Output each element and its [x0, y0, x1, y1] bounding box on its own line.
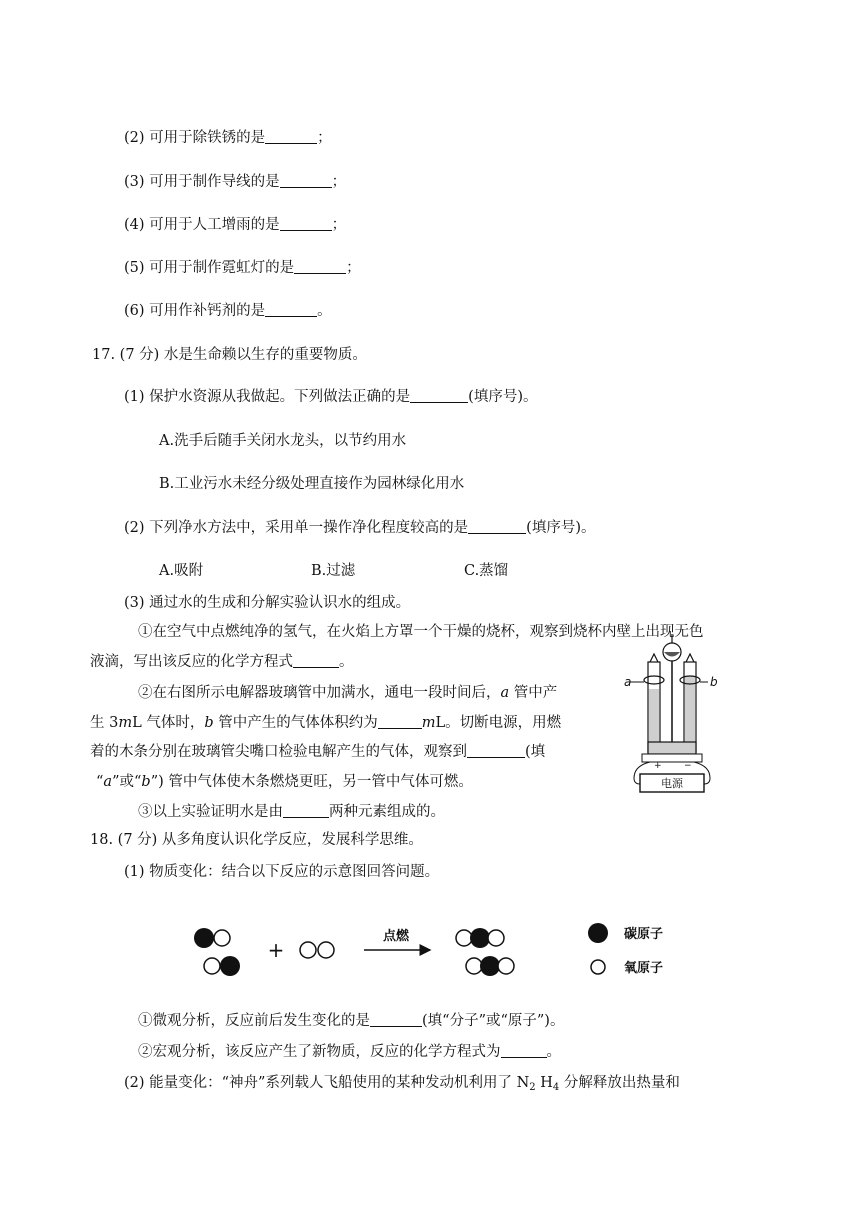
q17-option-a: A.洗手后随手关闭水龙头，以节约用水	[159, 433, 407, 449]
q17-sub-2-line-2: 生 3mL 气体时，b 管中产生的气体体积约为 mL。切断电源，用燃	[90, 715, 562, 731]
answer-blank[interactable]	[294, 259, 346, 274]
q18-sub-1: ①微观分析，反应前后发生变化的是 (填“分子”或“原子”)。	[138, 1013, 565, 1029]
oxygen-atom	[488, 930, 504, 946]
co2-molecule	[466, 956, 514, 976]
q17-part-1: (1) 保护水资源从我做起。下列做法正确的是 (填序号)。	[124, 389, 538, 405]
answer-blank[interactable]	[501, 1043, 547, 1058]
answer-blank[interactable]	[280, 216, 332, 231]
q17-option-b: B.工业污水未经分级处理直接作为园林绿化用水	[159, 476, 465, 492]
carbon-atom	[220, 956, 240, 976]
answer-blank[interactable]	[370, 1012, 422, 1027]
oxygen-atom	[498, 958, 514, 974]
oxygen-atom	[456, 930, 472, 946]
oxygen-atom	[204, 958, 220, 974]
carbon-atom	[480, 956, 500, 976]
q18-title: 18. (7 分) 从多角度认识化学反应，发展科学思维。	[90, 832, 423, 848]
q17-sub-1-line-1: ①在空气中点燃纯净的氢气，在火焰上方罩一个干燥的烧杯，观察到烧杯内壁上出现无色	[138, 624, 704, 640]
co2-molecule	[456, 928, 504, 948]
label-a: a	[624, 675, 632, 689]
answer-blank[interactable]	[265, 129, 317, 144]
q17-option-2c: C.蒸馏	[464, 563, 509, 579]
stand-base	[642, 754, 702, 762]
q16-item-5: (5) 可用于制作霓虹灯的是 ；	[124, 260, 361, 276]
q16-item-6: (6) 可用作补钙剂的是 。	[124, 303, 332, 319]
q17-sub-1-line-2: 液滴，写出该反应的化学方程式 。	[90, 654, 354, 670]
q17-sub-3: ③以上实验证明水是由 两种元素组成的。	[138, 804, 445, 820]
plus-sign: +	[267, 938, 285, 962]
right-nozzle	[686, 654, 694, 662]
q18-part-1: (1) 物质变化：结合以下反应的示意图回答问题。	[124, 864, 440, 880]
legend-oxygen-symbol	[591, 960, 605, 974]
legend-carbon-label: 碳原子	[624, 927, 664, 942]
oxygen-atom	[214, 930, 230, 946]
q17-sub-2-line-3: 着的木条分别在玻璃管尖嘴口检验电解产生的气体，观察到 (填	[90, 744, 546, 760]
electrolysis-apparatus-figure	[604, 634, 724, 794]
positive-terminal: +	[654, 761, 662, 771]
q17-option-2a: A.吸附	[159, 563, 204, 579]
oxygen-atom	[466, 958, 482, 974]
q17-part-3: (3) 通过水的生成和分解实验认识水的组成。	[124, 595, 411, 611]
answer-blank[interactable]	[283, 803, 329, 818]
o2-molecule	[300, 942, 334, 958]
answer-blank[interactable]	[467, 743, 525, 758]
label-b: b	[710, 675, 718, 689]
q17-option-2b: B.过滤	[311, 563, 356, 579]
answer-blank[interactable]	[265, 302, 317, 317]
q17-sub-2-line-1: ②在右图所示电解器玻璃管中加满水，通电一段时间后，a 管中产	[138, 685, 558, 701]
legend-carbon-symbol	[588, 923, 608, 943]
q17-part-2: (2) 下列净水方法中，采用单一操作净化程度较高的是 (填序号)。	[124, 520, 596, 536]
q17-sub-2-line-4: “a”或“b”) 管中气体使木条燃烧更旺，另一管中气体可燃。	[96, 774, 473, 790]
q16-item-3: (3) 可用于制作导线的是 ；	[124, 174, 347, 190]
left-nozzle	[650, 654, 658, 662]
legend-oxygen-label: 氧原子	[624, 961, 664, 976]
negative-terminal: −	[684, 761, 692, 771]
carbon-atom	[470, 928, 490, 948]
co-molecule	[204, 956, 240, 976]
answer-blank[interactable]	[293, 653, 339, 668]
q16-item-2: (2) 可用于除铁锈的是 ；	[124, 130, 332, 146]
answer-blank[interactable]	[410, 388, 468, 403]
carbon-atom	[194, 928, 214, 948]
oxygen-atom	[300, 942, 316, 958]
q16-item-4: (4) 可用于人工增雨的是 ；	[124, 217, 347, 233]
answer-blank[interactable]	[280, 173, 332, 188]
answer-blank[interactable]	[378, 714, 422, 729]
reaction-condition: 点燃	[382, 929, 410, 944]
oxygen-atom	[318, 942, 334, 958]
q18-part-2: (2) 能量变化：“神舟”系列载人飞船使用的某种发动机利用了 $N_2$ $H_4$ 分解释放出热量和	[124, 1075, 680, 1093]
q18-sub-2: ②宏观分析，该反应产生了新物质，反应的化学方程式为 。	[138, 1044, 561, 1060]
answer-blank[interactable]	[468, 519, 526, 534]
connector-tube	[648, 742, 696, 754]
right-tube-water	[685, 676, 695, 751]
power-supply-label: 电源	[661, 777, 683, 790]
reaction-diagram	[180, 916, 700, 986]
q17-title: 17. (7 分) 水是生命赖以生存的重要物质。	[92, 347, 367, 363]
co-molecule	[194, 928, 230, 948]
